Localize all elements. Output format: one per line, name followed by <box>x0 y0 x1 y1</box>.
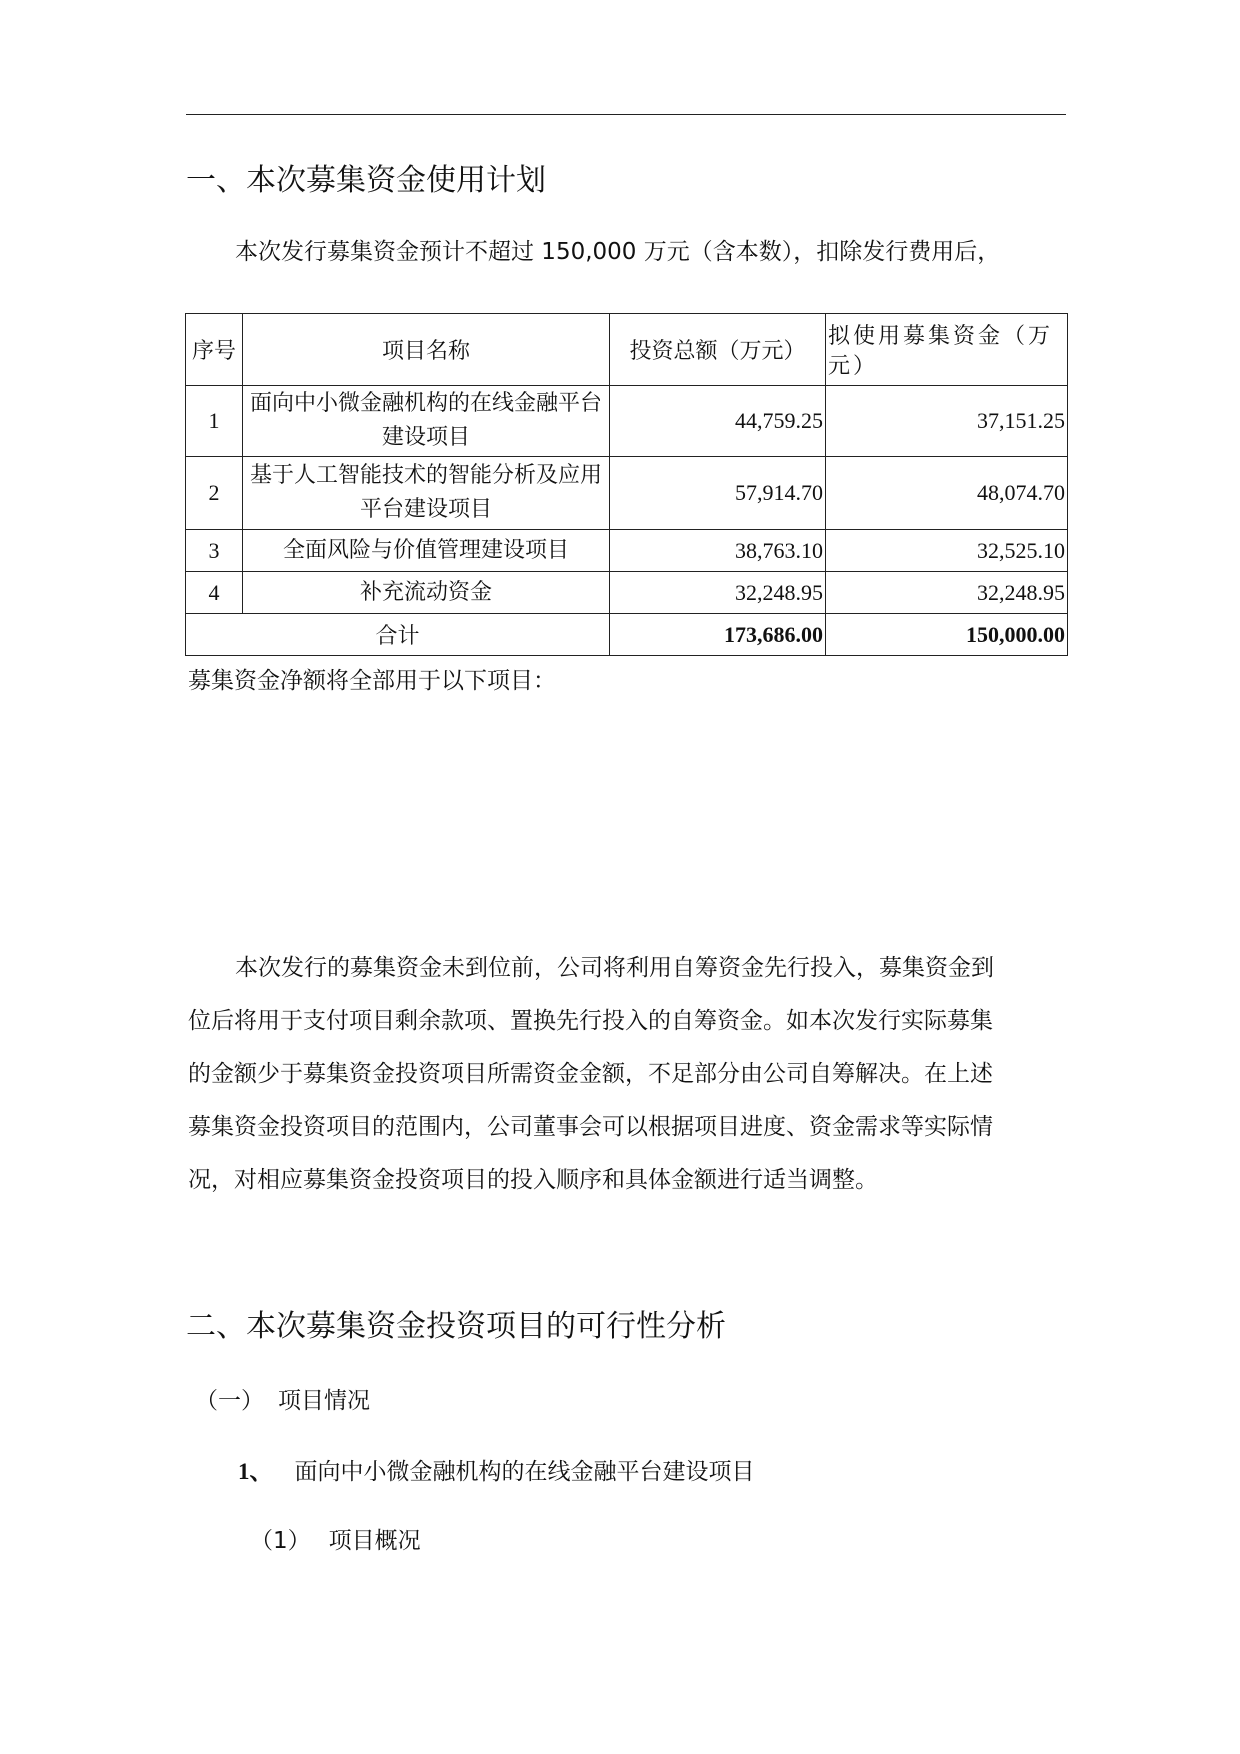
header-project-name: 项目名称 <box>243 314 610 386</box>
row-index: 3 <box>186 530 243 572</box>
row-index: 1 <box>186 386 243 457</box>
paragraph-line: 本次发行的募集资金未到位前，公司将利用自筹资金先行投入，募集资金到 <box>235 955 994 981</box>
sub-item-1-label: 项目概况 <box>328 1528 421 1554</box>
paragraph-line: 况，对相应募集资金投资项目的投入顺序和具体金额进行适当调整。 <box>188 1167 878 1193</box>
item-1-heading <box>238 1453 755 1486</box>
header-raised-funds: 拟使用募集资金（万元） <box>826 314 1068 386</box>
row-total-investment: 32,248.95 <box>610 572 826 614</box>
header-rule <box>186 114 1066 115</box>
section-2-title: 二、本次募集资金投资项目的可行性分析 <box>186 1309 726 1344</box>
table-total-row <box>186 614 1068 656</box>
paragraph-line: 募集资金投资项目的范围内，公司董事会可以根据项目进度、资金需求等实际情 <box>188 1114 993 1140</box>
row-total-investment: 44,759.25 <box>610 386 826 457</box>
total-label: 合计 <box>186 614 610 656</box>
row-project-name: 面向中小微金融机构的在线金融平台建设项目 <box>243 386 610 457</box>
section-1-after-table: 募集资金净额将全部用于以下项目： <box>188 668 556 694</box>
header-index: 序号 <box>186 314 243 386</box>
table-row <box>186 386 1068 457</box>
total-investment-sum: 173,686.00 <box>610 614 826 656</box>
row-index: 4 <box>186 572 243 614</box>
paragraph-line: 的金额少于募集资金投资项目所需资金金额，不足部分由公司自筹解决。在上述 <box>188 1061 993 1087</box>
table-row <box>186 530 1068 572</box>
row-raised-funds: 37,151.25 <box>826 386 1068 457</box>
section-1-intro: 本次发行募集资金预计不超过 150,000 万元（含本数），扣除发行费用后， <box>235 239 1001 265</box>
item-1-label: 面向中小微金融机构的在线金融平台建设项目 <box>294 1459 755 1485</box>
fund-usage-table <box>185 313 1068 656</box>
row-total-investment: 57,914.70 <box>610 457 826 530</box>
row-raised-funds: 32,525.10 <box>826 530 1068 572</box>
item-1-marker: 1、 <box>238 1459 273 1484</box>
section-1-title: 一、本次募集资金使用计划 <box>186 163 546 198</box>
row-raised-funds: 48,074.70 <box>826 457 1068 530</box>
row-project-name: 基于人工智能技术的智能分析及应用平台建设项目 <box>243 457 610 530</box>
table-row <box>186 572 1068 614</box>
row-total-investment: 38,763.10 <box>610 530 826 572</box>
row-index: 2 <box>186 457 243 530</box>
row-project-name: 全面风险与价值管理建设项目 <box>243 530 610 572</box>
sub-item-1-marker: （1） <box>250 1528 311 1554</box>
paragraph-line: 位后将用于支付项目剩余款项、置换先行投入的自筹资金。如本次发行实际募集 <box>188 1008 993 1034</box>
row-project-name: 补充流动资金 <box>243 572 610 614</box>
header-total-investment: 投资总额（万元） <box>610 314 826 386</box>
total-raised-sum: 150,000.00 <box>826 614 1068 656</box>
sub-item-1-heading <box>250 1522 421 1555</box>
row-raised-funds: 32,248.95 <box>826 572 1068 614</box>
fund-arrangement-paragraph <box>188 942 1074 1207</box>
table-header-row <box>186 314 1068 386</box>
subsection-1-marker: （一） <box>195 1388 264 1414</box>
table-row <box>186 457 1068 530</box>
subsection-1-heading <box>195 1382 370 1415</box>
subsection-1-label: 项目情况 <box>278 1388 370 1414</box>
